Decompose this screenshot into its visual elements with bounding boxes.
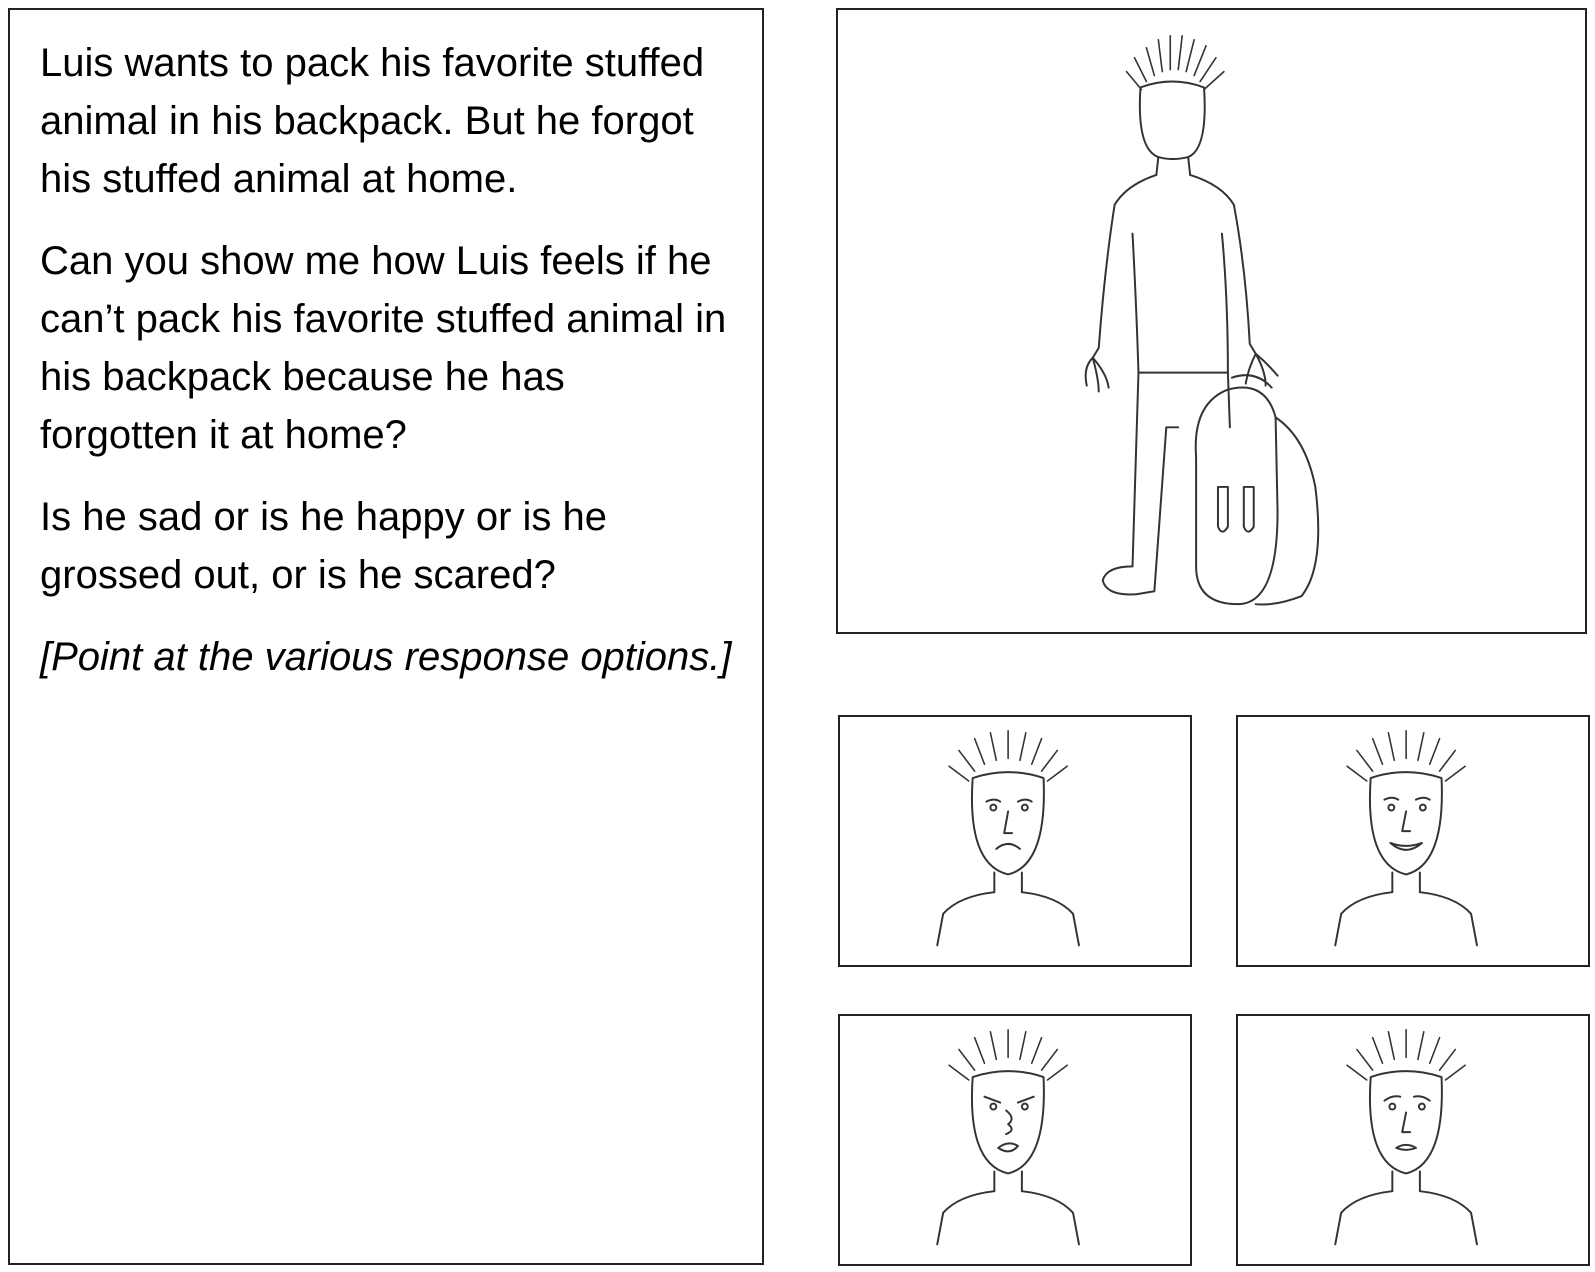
scene-panel xyxy=(836,8,1587,634)
response-option-disgusted[interactable] xyxy=(838,1014,1192,1266)
boy-with-backpack-illustration xyxy=(838,10,1585,632)
scared-face-icon xyxy=(1238,1016,1588,1264)
sad-face-icon xyxy=(840,717,1190,965)
vignette-instruction: [Point at the various response options.] xyxy=(40,635,732,679)
disgusted-face-icon xyxy=(840,1016,1190,1264)
vignette-text-panel xyxy=(8,8,764,1265)
response-option-scared[interactable] xyxy=(1236,1014,1590,1266)
vignette-paragraph-1: Luis wants to pack his favorite stuffed animal in his backpack. But he forgot his stuffed animal at home. xyxy=(40,41,705,201)
response-option-sad[interactable] xyxy=(838,715,1192,967)
response-option-happy[interactable] xyxy=(1236,715,1590,967)
vignette-paragraph-3: Is he sad or is he happy or is he grossed out, or is he scared? xyxy=(40,495,607,597)
vignette-paragraph-2: Can you show me how Luis feels if he can’t pack his favorite stuffed animal in his backpack because he has forgotten it at home? xyxy=(40,239,727,457)
happy-face-icon xyxy=(1238,717,1588,965)
